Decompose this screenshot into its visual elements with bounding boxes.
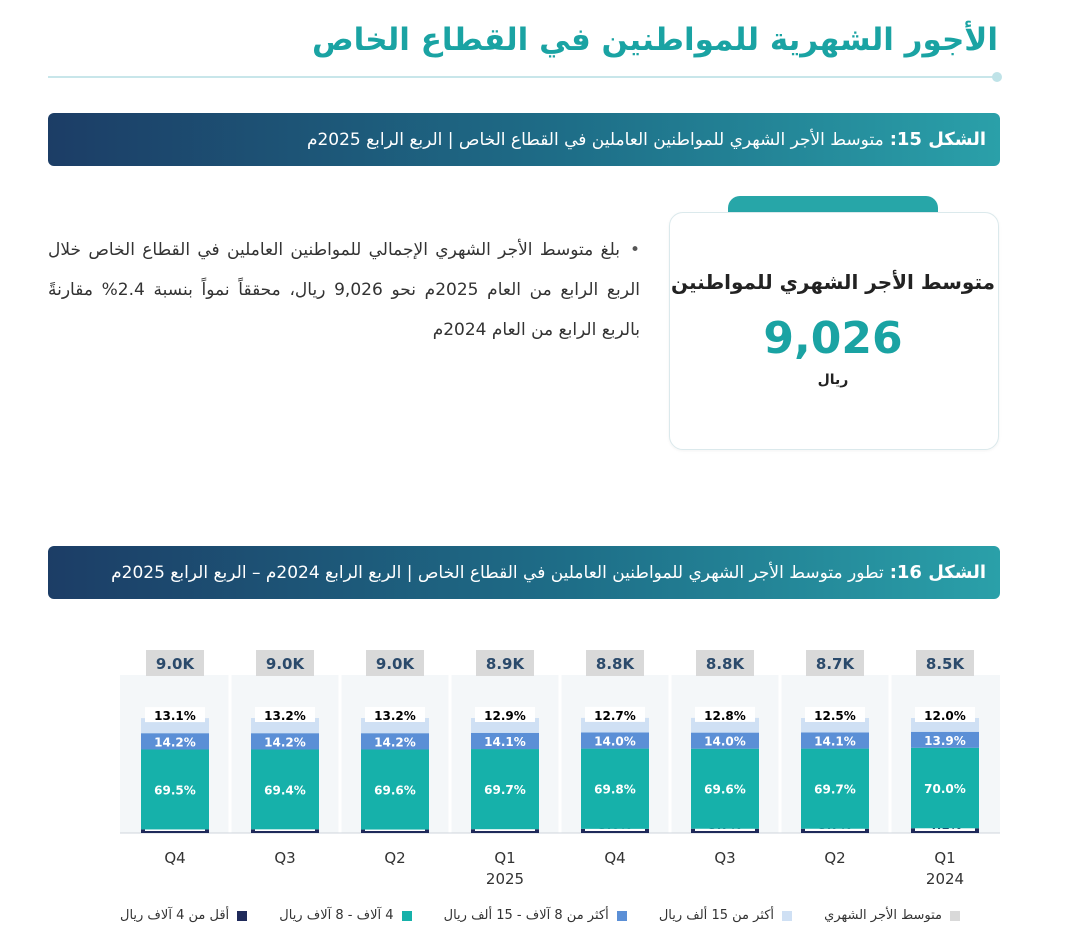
data-label: 12.7% bbox=[594, 708, 636, 723]
legend-label-avg: متوسط الأجر الشهري bbox=[824, 908, 942, 923]
data-label: 14.2% bbox=[374, 735, 416, 750]
figure16-caption: تطور متوسط الأجر الشهري للمواطنين العاملين في القطاع الخاص | الربع الرابع 2024م – الربع الرابع 2025م bbox=[111, 562, 884, 583]
x-tick-label: 2025 bbox=[485, 870, 525, 888]
figure15-label: الشكل 15: bbox=[889, 129, 986, 150]
data-label: 13.2% bbox=[374, 709, 416, 723]
legend-item-gt15 bbox=[659, 908, 792, 923]
summary-text: بلغ متوسط الأجر الشهري الإجمالي للمواطنين العاملين في القطاع الخاص خلال الربع الرابع من العام 2025م نحو 9,026 ريال، محققاً نمواً بنسبة 2.4% مقارنةً بالربع الرابع من العام 2024م bbox=[48, 240, 640, 340]
kpi-value: 9,026 bbox=[763, 313, 903, 364]
avg-label: 9.0K bbox=[375, 655, 415, 673]
data-label: 14.0% bbox=[594, 734, 636, 749]
data-label: 13.1% bbox=[154, 709, 196, 724]
summary-bullet bbox=[48, 230, 640, 350]
x-tick-label: Q2 bbox=[384, 849, 406, 867]
legend-swatch-8-15 bbox=[617, 911, 627, 921]
bullet-dot-icon: • bbox=[629, 240, 640, 260]
title-divider-dot bbox=[992, 72, 1002, 82]
data-label: 13.9% bbox=[924, 733, 966, 748]
data-label: 14.0% bbox=[704, 734, 746, 749]
x-tick-label: Q1 bbox=[494, 849, 516, 867]
data-label: 14.2% bbox=[264, 735, 306, 750]
x-tick-label: Q2 bbox=[824, 849, 846, 867]
data-label: 69.7% bbox=[484, 783, 526, 798]
legend-swatch-gt15 bbox=[782, 911, 792, 921]
avg-label: 8.9K bbox=[485, 655, 525, 673]
legend-label-lt4: أقل من 4 آلاف ريال bbox=[120, 908, 230, 923]
figure15-banner bbox=[48, 113, 1000, 166]
data-label: 12.5% bbox=[814, 709, 856, 723]
data-label: 69.4% bbox=[264, 783, 306, 798]
legend-item-lt4 bbox=[120, 908, 247, 923]
data-label: 12.0% bbox=[924, 709, 966, 723]
kpi-unit: ريال bbox=[817, 372, 849, 388]
data-label: 12.9% bbox=[484, 709, 526, 723]
title-divider bbox=[48, 76, 994, 78]
legend-item-avg bbox=[824, 908, 960, 923]
legend-label-8-15: أكثر من 8 آلاف - 15 ألف ريال bbox=[443, 908, 609, 923]
avg-label: 9.0K bbox=[155, 655, 195, 673]
kpi-label: متوسط الأجر الشهري للمواطنين bbox=[671, 270, 995, 294]
data-label: 69.5% bbox=[154, 783, 196, 798]
legend-item-4-8 bbox=[279, 908, 411, 923]
wage-distribution-chart bbox=[0, 630, 1080, 900]
avg-label: 8.5K bbox=[925, 655, 965, 673]
x-tick-label: Q3 bbox=[714, 849, 736, 867]
avg-label: 8.7K bbox=[815, 655, 855, 673]
x-tick-label: 2024 bbox=[925, 870, 965, 888]
data-label: 70.0% bbox=[924, 782, 966, 797]
x-tick-label: Q3 bbox=[274, 849, 296, 867]
legend-label-4-8: 4 آلاف - 8 آلاف ريال bbox=[279, 908, 394, 923]
figure15-caption: متوسط الأجر الشهري للمواطنين العاملين في القطاع الخاص | الربع الرابع 2025م bbox=[306, 129, 884, 150]
data-label: 69.7% bbox=[814, 782, 856, 797]
chart-legend bbox=[120, 908, 960, 923]
data-label: 69.8% bbox=[594, 782, 636, 797]
data-label: 14.1% bbox=[814, 734, 856, 749]
figure16-label: الشكل 16: bbox=[889, 562, 986, 583]
avg-label: 8.8K bbox=[705, 655, 745, 673]
avg-label: 8.8K bbox=[595, 655, 635, 673]
legend-label-gt15: أكثر من 15 ألف ريال bbox=[658, 908, 775, 923]
x-tick-label: Q4 bbox=[604, 849, 626, 867]
data-label: 14.2% bbox=[154, 735, 196, 750]
figure16-banner bbox=[48, 546, 1000, 599]
legend-swatch-4-8 bbox=[402, 911, 412, 921]
legend-item-8-15 bbox=[444, 908, 627, 923]
data-label: 14.1% bbox=[484, 734, 526, 749]
x-tick-label: Q4 bbox=[164, 849, 186, 867]
data-label: 69.6% bbox=[374, 783, 416, 798]
x-tick-label: Q1 bbox=[934, 849, 956, 867]
page-title: الأجور الشهرية للمواطنين في القطاع الخاص bbox=[311, 22, 998, 58]
data-label: 69.6% bbox=[704, 782, 746, 797]
legend-swatch-avg bbox=[950, 911, 960, 921]
avg-label: 9.0K bbox=[265, 655, 305, 673]
data-label: 12.8% bbox=[704, 708, 746, 723]
data-label: 13.2% bbox=[264, 709, 306, 723]
legend-swatch-lt4 bbox=[237, 911, 247, 921]
